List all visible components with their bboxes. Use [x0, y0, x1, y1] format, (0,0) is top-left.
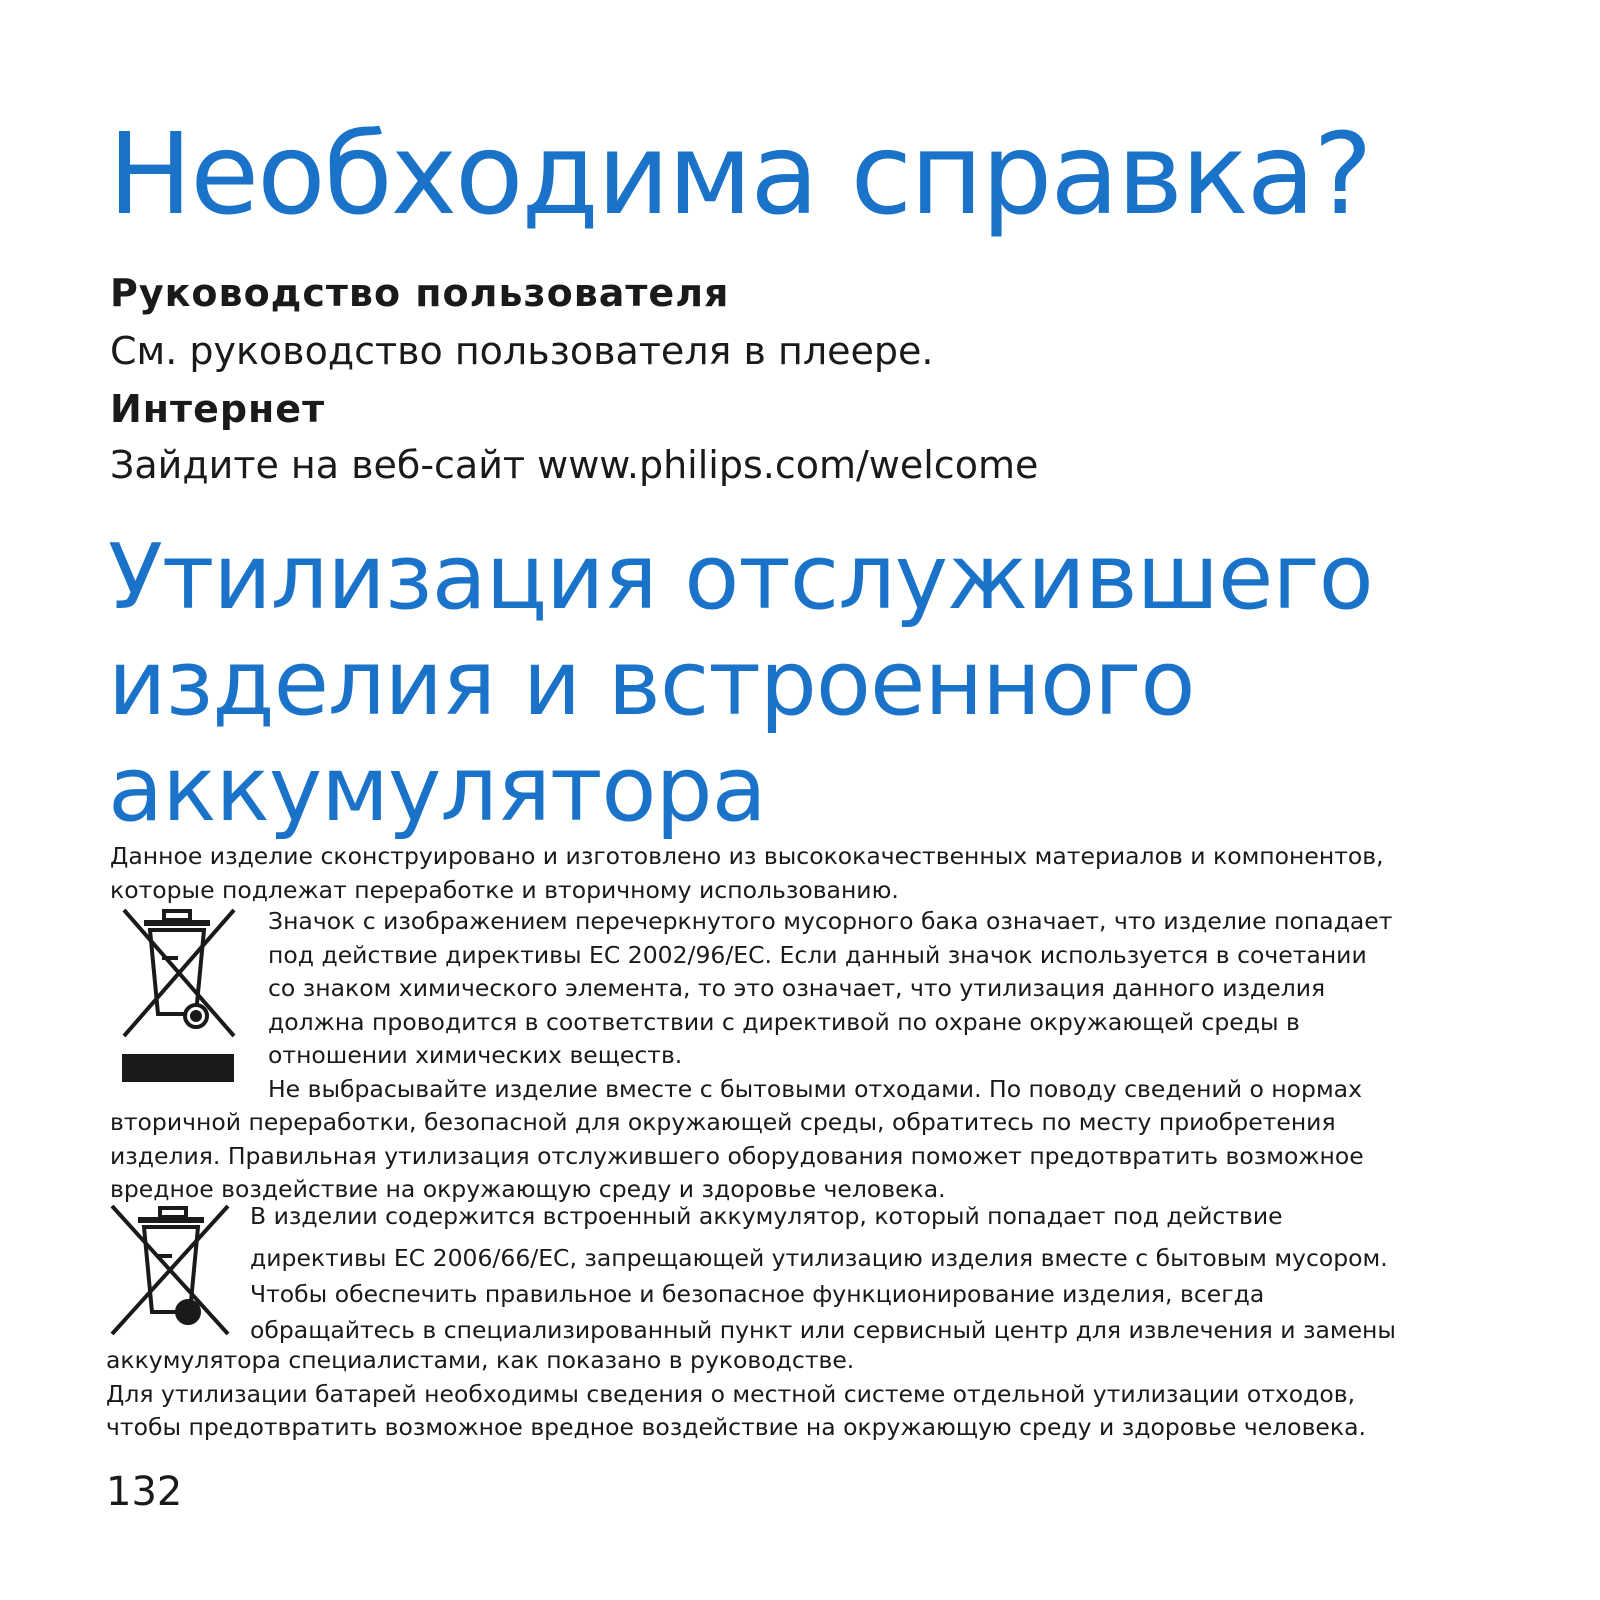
- text-line: В изделии содержится встроенный аккумулятор, который попадает под действие: [250, 1202, 1283, 1230]
- crossed-out-wheelie-bin-icon: [112, 906, 242, 1041]
- text-line: вредное воздействие на окружающую среду и здоровье человека.: [110, 1175, 946, 1203]
- text-line: со знаком химического элемента, то это означает, что утилизация данного изделия: [268, 974, 1326, 1002]
- crossed-out-wheelie-bin-icon: [104, 1200, 234, 1340]
- page-title-disposal: [108, 525, 1373, 843]
- manual-heading: Руководство пользователя: [110, 271, 730, 315]
- text-line: вторичной переработки, безопасной для окружающей среды, обратитесь по месту приобретения: [110, 1108, 1336, 1136]
- text-line: изделия. Правильная утилизация отслужившего оборудования поможет предотвратить возможное: [110, 1141, 1364, 1170]
- text-line: аккумулятора специалистами, как показано в руководстве.: [106, 1346, 855, 1374]
- page-title-help: Необходима справка?: [108, 110, 1371, 240]
- title-line: Утилизация отслужившего: [108, 525, 1373, 630]
- page-number: 132: [106, 1469, 183, 1515]
- manual-text: См. руководство пользователя в плеере.: [110, 329, 934, 373]
- text-line: под действие директивы ЕС 2002/96/ЕС. Если данный значок используется в сочетании: [268, 940, 1367, 969]
- text-line: Чтобы обеспечить правильное и безопасное функционирование изделия, всегда: [250, 1280, 1265, 1308]
- text-line: чтобы предотвратить возможное вредное воздействие на окружающую среду и здоровье человека.: [106, 1413, 1366, 1441]
- black-bar-icon: [122, 1054, 234, 1082]
- weee-paragraph: [268, 905, 1392, 1106]
- text-line: Для утилизации батарей необходимы сведения о местной системе отдельной утилизации отходов,: [106, 1379, 1356, 1408]
- text-line: Не выбрасывайте изделие вместе с бытовыми отходами. По поводу сведений о нормах: [268, 1074, 1362, 1103]
- text-line: Значок с изображением перечеркнутого мусорного бака означает, что изделие попадает: [268, 907, 1393, 935]
- text-line: директивы ЕС 2006/66/ЕС, запрещающей утилизацию изделия вместе с бытовым мусором.: [250, 1244, 1388, 1272]
- text-line: которые подлежат переработке и вторичному использованию.: [110, 875, 899, 904]
- internet-text: Зайдите на веб-сайт www.philips.com/welcome: [110, 443, 1039, 487]
- text-line: отношении химических веществ.: [268, 1041, 683, 1069]
- intro-paragraph: [110, 840, 1384, 907]
- weee-paragraph-cont: [110, 1106, 1364, 1207]
- text-line: обращайтесь в специализированный пункт или сервисный центр для извлечения и замены: [250, 1316, 1396, 1344]
- title-line: изделия и встроенного: [108, 631, 1195, 736]
- text-line: должна проводится в соответствии с директивой по охране окружающей среды в: [268, 1007, 1300, 1036]
- battery-paragraph-cont: [106, 1344, 1366, 1445]
- text-line: Данное изделие сконструировано и изготовлено из высококачественных материалов и компонентов,: [110, 842, 1384, 870]
- internet-heading: Интернет: [110, 387, 326, 431]
- title-line: аккумулятора: [108, 737, 766, 842]
- battery-paragraph: [250, 1198, 1396, 1348]
